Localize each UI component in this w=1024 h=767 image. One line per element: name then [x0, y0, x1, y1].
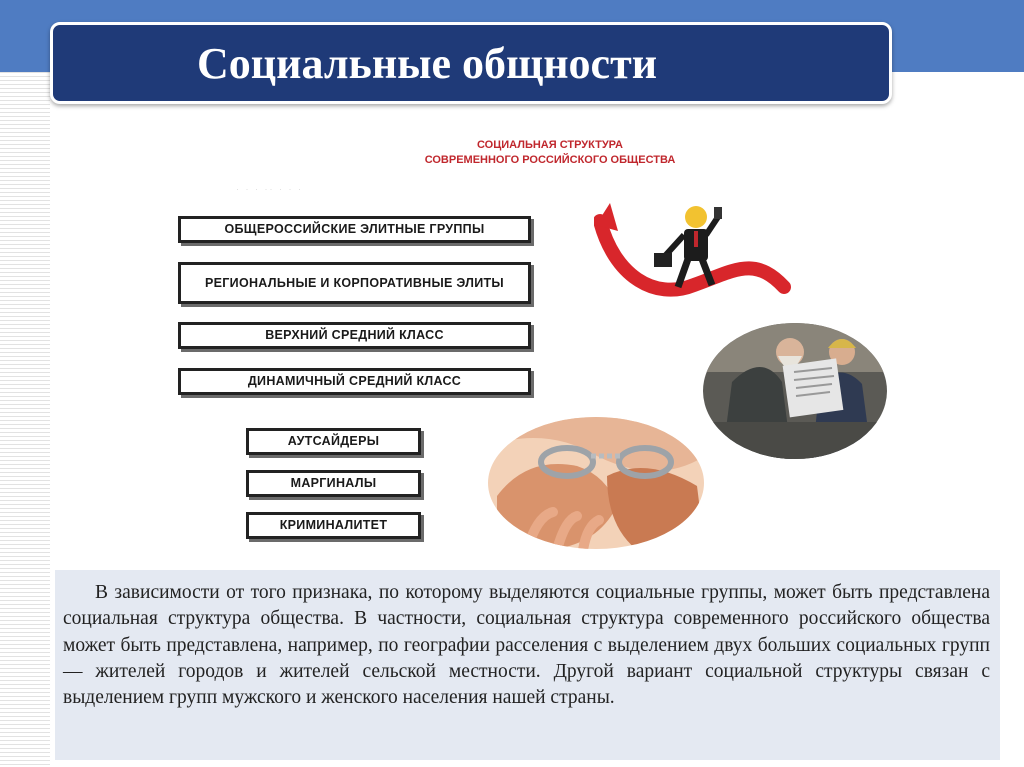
left-decorative-lines: [0, 72, 50, 767]
elderly-people-photo: [702, 322, 888, 460]
description-text: В зависимости от того признака, по которому выделяются социальные группы, может быть представлена социальная структура общества. В частности, социальная структура современного российского общества может быть представлена, например, по географии расселения с выделением двух больших социальных групп — жителей городов и жителей сельской местности. Другой вариант социальной структуры связан с выделением групп мужского и женского населения нашей страны.: [63, 582, 990, 709]
diagram-heading: [380, 138, 720, 168]
diagram-heading-line2: СОВРЕМЕННОГО РОССИЙСКОГО ОБЩЕСТВА: [424, 154, 676, 166]
level-box-dynamic-middle-class: [178, 368, 531, 395]
level-label: МАРГИНАЛЫ: [290, 476, 377, 490]
level-label: АУТСАЙДЕРЫ: [287, 434, 380, 448]
level-label: ОБЩЕРОССИЙСКИЕ ЭЛИТНЫЕ ГРУППЫ: [224, 222, 485, 236]
level-box-upper-middle-class: [178, 322, 531, 349]
level-box-criminals: [246, 512, 421, 539]
level-label: ДИНАМИЧНЫЙ СРЕДНИЙ КЛАСС: [247, 374, 462, 388]
businessman-arrow-icon: [594, 195, 794, 315]
diagram-heading-line1: СОЦИАЛЬНАЯ СТРУКТУРА: [476, 139, 623, 151]
level-label: РЕГИОНАЛЬНЫЕ И КОРПОРАТИВНЫЕ ЭЛИТЫ: [205, 275, 504, 290]
handcuffs-photo: [487, 416, 705, 550]
level-label: ВЕРХНИЙ СРЕДНИЙ КЛАСС: [265, 328, 444, 342]
description-panel: [55, 570, 1000, 760]
slide-title: Социальные общности: [197, 38, 658, 88]
level-box-marginals: [246, 470, 421, 497]
level-label: КРИМИНАЛИТЕТ: [279, 518, 388, 532]
level-box-national-elites: [178, 216, 531, 243]
level-box-regional-elites: [178, 262, 531, 304]
title-bar: [50, 22, 892, 104]
level-box-outsiders: [246, 428, 421, 455]
faint-decoration: · · · ·· · · ·: [236, 184, 303, 194]
